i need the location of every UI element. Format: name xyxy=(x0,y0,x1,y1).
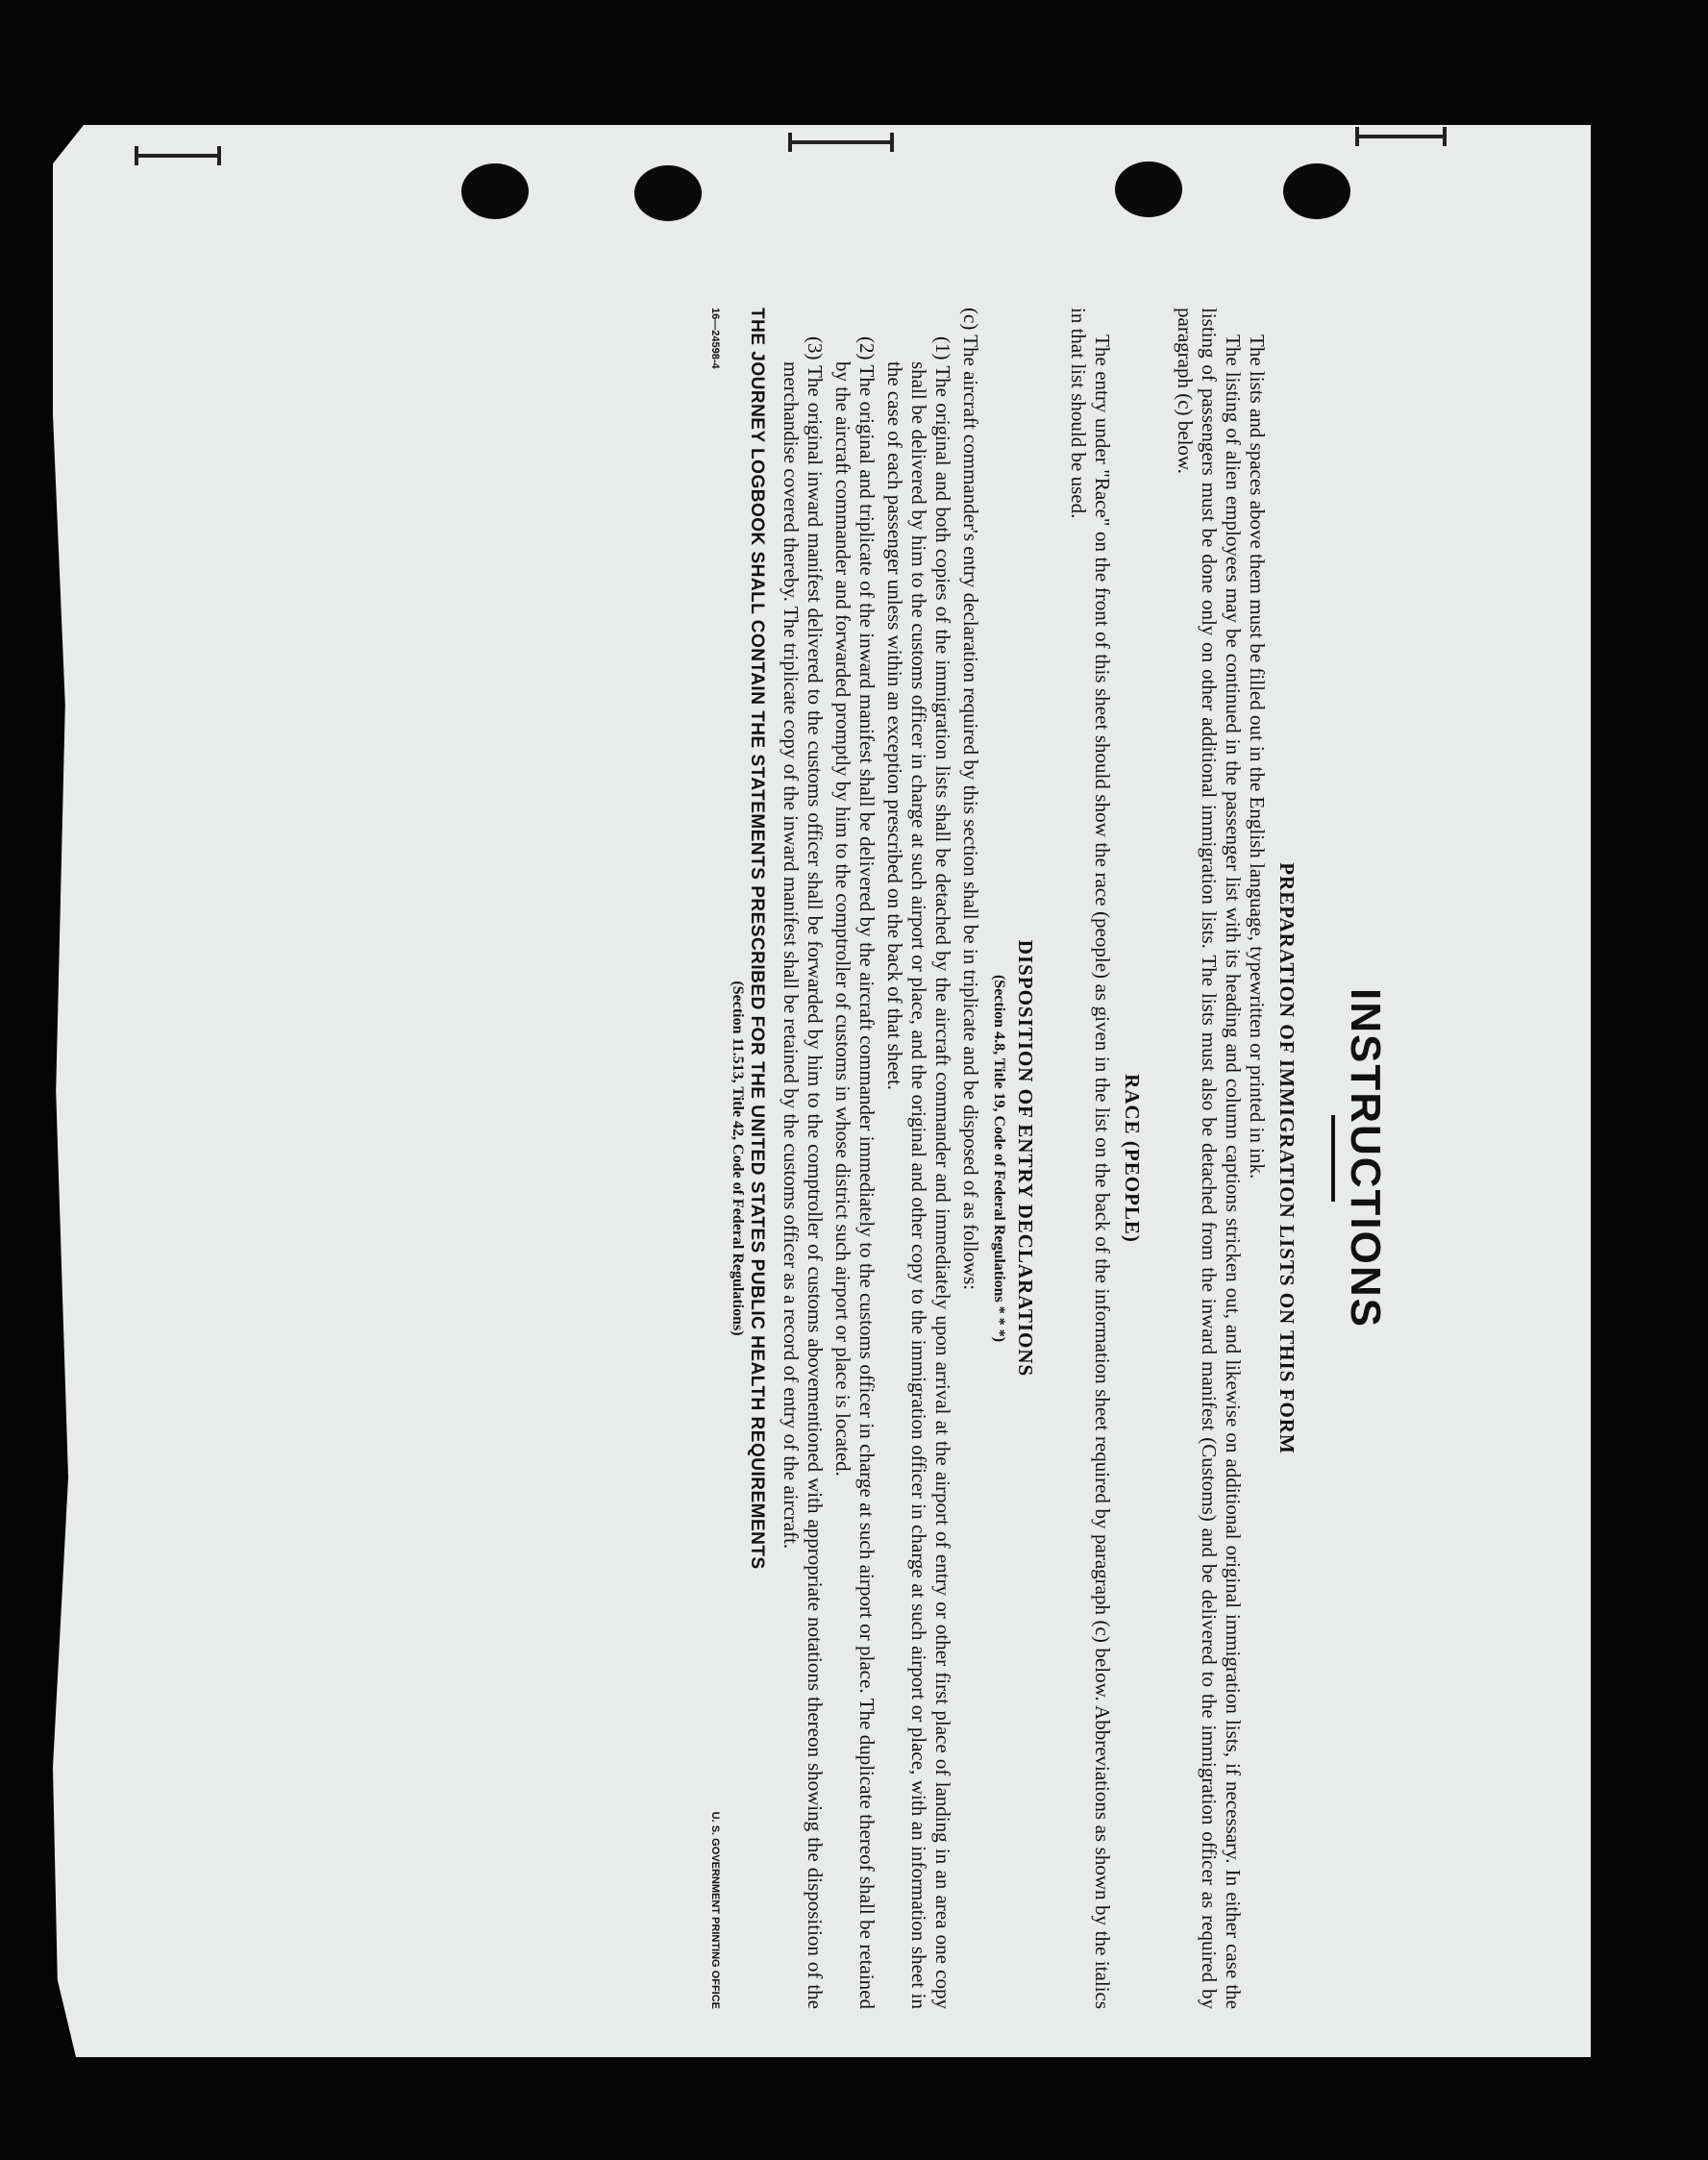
section-heading-race: RACE (PEOPLE) xyxy=(1121,1074,1144,1243)
journey-logbook-statement: THE JOURNEY LOGBOOK SHALL CONTAIN THE STATEMENTS PRESCRIBED FOR THE UNITED STATES PUBLIC HEALTH REQUIREMENTS xyxy=(747,308,767,1570)
page-title: INSTRUCTIONS xyxy=(1342,988,1389,1328)
staple-mark xyxy=(788,140,894,144)
list-item: (2) The original and triplicate of the inward manifest shall be delivered by the aircraft commander immediately to the customs officer in charge at such airport or place. The duplicate thereof shall be retained by the aircraft commander and forwarded promptly by him to the comptroller of customs in whose district such airport or place is located. xyxy=(831,336,879,2009)
paragraph: The listing of alien employees may be continued in the passenger list with its heading and column captions stricken out, and likewise on additional original immigration lists, if necessary. In either case the listing of passengers must be done only on other additional immigration lists. The lists must also be detached from the inward manifest (Customs) and be delivered to the immigration officer as required by paragraph (c) below. xyxy=(1174,308,1245,2009)
form-number: 16—24598-4 xyxy=(709,308,721,369)
paragraph: The lists and spaces above them must be filled out in the English language, typewritten or printed in ink. xyxy=(1246,335,1269,1179)
punch-hole xyxy=(461,163,529,219)
paragraph: The entry under "Race" on the front of this sheet should show the race (people) as given in the list on the back of the information sheet required by paragraph (c) below. Abbreviations as shown by the italics in that list should be used. xyxy=(1067,308,1114,2009)
section-citation: (Section 4.8, Title 19, Code of Federal Regulations * * *) xyxy=(991,974,1007,1343)
staple-mark xyxy=(1355,135,1447,138)
punch-hole xyxy=(1115,161,1182,217)
title-underline xyxy=(1331,1115,1335,1202)
list-item: (3) The original inward manifest delivered to the customs officer shall be forwarded by him to the comptroller of customs abovementioned with appropriate notations thereon showing the disposition of the merchandise covered thereby. The triplicate copy of the inward manifest shall be retained by the customs officer as a record of entry of the aircraft. xyxy=(780,336,827,2009)
section-heading-disposition: DISPOSITION OF ENTRY DECLARATIONS xyxy=(1014,939,1037,1378)
journey-citation: (Section 11.513, Title 42, Code of Federal Regulations) xyxy=(730,981,746,1336)
list-item: (1) The original and both copies of the immigration lists shall be detached by the aircraft commander and immediately upon arrival at the airport of entry or other first place of landing in an area one copy shall be delivered by him to the customs officer in charge at such airport or place, and the original and other copy to the immigration officer in charge at such airport or place, with an information sheet in the case of each passenger unless within an exception prescribed on the back of that sheet. xyxy=(883,336,954,2009)
paragraph-c: (c) The aircraft commander's entry declaration required by this section shall be in triplicate and be disposed of as follows: xyxy=(959,308,982,1291)
punch-hole xyxy=(634,165,702,221)
printer-name: U. S. GOVERNMENT PRINTING OFFICE xyxy=(709,1811,721,2009)
form-footer xyxy=(709,308,721,2009)
staple-mark xyxy=(135,154,221,158)
section-heading-preparation: PREPARATION OF IMMIGRATION LISTS ON THIS FORM xyxy=(1275,862,1299,1454)
instructions-content xyxy=(380,308,1389,2009)
punch-hole xyxy=(1283,163,1350,219)
